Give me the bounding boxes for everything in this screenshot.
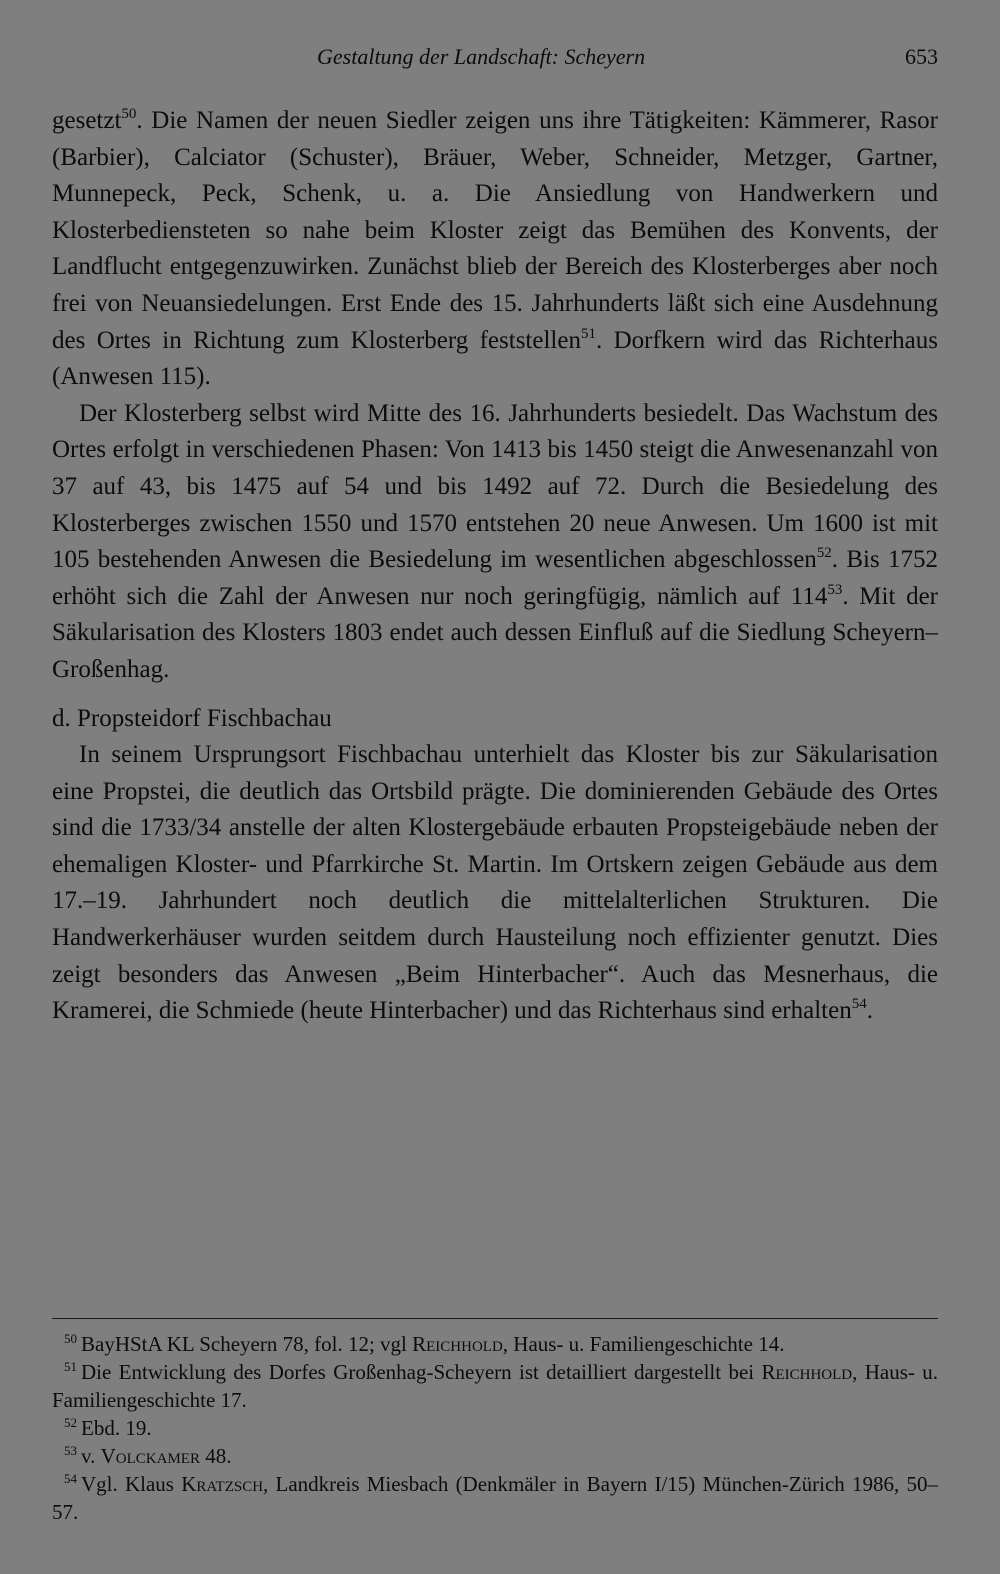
- paragraph-klosterberg: Der Klosterberg selbst wird Mitte des 16. Jahrhunderts besiedelt. Das Wachstum des Ortes erfolgt in verschiedenen Phasen: Von 1413 bis 1450 steigt die Anwesenanzahl von 37 auf 43, bis 1475 auf 54 und bis 1492 auf 72. Durch die Besiedelung des Klosterberges zwischen 1550 und 1570 entstehen 20 neue Anwesen. Um 1600 ist mit 105 bestehenden Anwesen die Besiedelung im wesentlichen abgeschlossen$^{52}$. Bis 1752 erhöht sich die Zahl der Anwesen nur noch geringfügig, nämlich auf $114^{53}$. Mit der Säkularisation des Klosters 1803 endet auch dessen Einfluß auf die Siedlung Scheyern–Großenhag.: [52, 399, 938, 683]
- footnotes: [52, 1330, 938, 1526]
- footnote-ref-52: 52: [816, 545, 832, 562]
- footnote-number: 54: [64, 1471, 77, 1486]
- footnote-50: $^{50}$ BayHStA KL Scheyern 78, fol. 12; vgl Reichhold, Haus- u. Familiengeschichte 14.: [64, 1331, 785, 1356]
- footnote-ref-51: 51: [580, 325, 596, 342]
- body-text: [52, 103, 938, 1030]
- footnote-divider: [52, 1318, 938, 1319]
- footnote-54: $^{54}$ Vgl. Klaus Kratzsch, Landkreis Miesbach (Denkmäler in Bayern I/15) München-Zürich 1986, 50–57.: [52, 1471, 938, 1524]
- footnote-53: $^{53}$ v. Volckamer 48.: [64, 1443, 232, 1468]
- footnote-ref-54: 54: [851, 996, 867, 1013]
- footnote-ref-53: 53: [827, 581, 843, 598]
- paragraph-settlers: gesetzt$^{50}$. Die Namen der neuen Siedler zeigen uns ihre Tätigkeiten: Kämmerer, Rasor (Barbier), Calciator (Schuster), Bräuer, Weber, Schneider, Metzger, Gartner, Munnepeck, Peck, Schenk, u. a. Die Ansiedlung von Handwerkern und Klosterbediensteten so nahe beim Kloster zeigt das Bemühen des Konvents, der Landflucht entgegenzuwirken. Zunächst blieb der Bereich des Klosterberges aber noch frei von Neuansiedelungen. Erst Ende des 15. Jahrhunderts läßt sich eine Ausdehnung des Ortes in Richtung zum Klosterberg feststellen$^{51}$. Dorfkern wird das Richterhaus (Anwesen 115).: [52, 106, 939, 391]
- footnote-number: 53: [64, 1443, 77, 1458]
- footnote-51: $^{51}$ Die Entwicklung des Dorfes Großenhag-Scheyern ist detailliert dargestellt bei Reichhold, Haus- u. Familiengeschichte 17.: [52, 1359, 939, 1412]
- footnote-number: 50: [64, 1331, 77, 1346]
- footnote-number: 51: [64, 1359, 77, 1374]
- running-head-title: Gestaltung der Landschaft: Scheyern: [317, 44, 646, 69]
- page-number: 653: [905, 44, 938, 69]
- paragraph-fischbachau: In seinem Ursprungsort Fischbachau unterhielt das Kloster bis zur Säkularisation eine Propstei, die deutlich das Ortsbild prägte. Die dominierenden Gebäude des Ortes sind die 1733/34 anstelle der alten Klostergebäude erbauten Propsteigebäude neben der ehemaligen Kloster- und Pfarrkirche St. Martin. Im Ortskern zeigen Gebäude aus dem 17.–19. Jahrhundert noch deutlich die mittelalterlichen Strukturen. Die Handwerkerhäuser wurden seitdem durch Hausteilung noch effizienter genutzt. Dies zeigt besonders das Anwesen „Beim Hinterbacher“. Auch das Mesnerhaus, die Kramerei, die Schmiede (heute Hinterbacher) und das Richterhaus sind erhalten$^{54}$.: [52, 741, 938, 1025]
- footnote-ref-50: 50: [121, 106, 137, 122]
- footnote-number: 52: [64, 1415, 77, 1430]
- section-heading: d. Propsteidorf Fischbachau: [52, 704, 332, 732]
- running-head: [52, 44, 938, 74]
- footnote-52: $^{52}$ Ebd. 19.: [64, 1415, 152, 1440]
